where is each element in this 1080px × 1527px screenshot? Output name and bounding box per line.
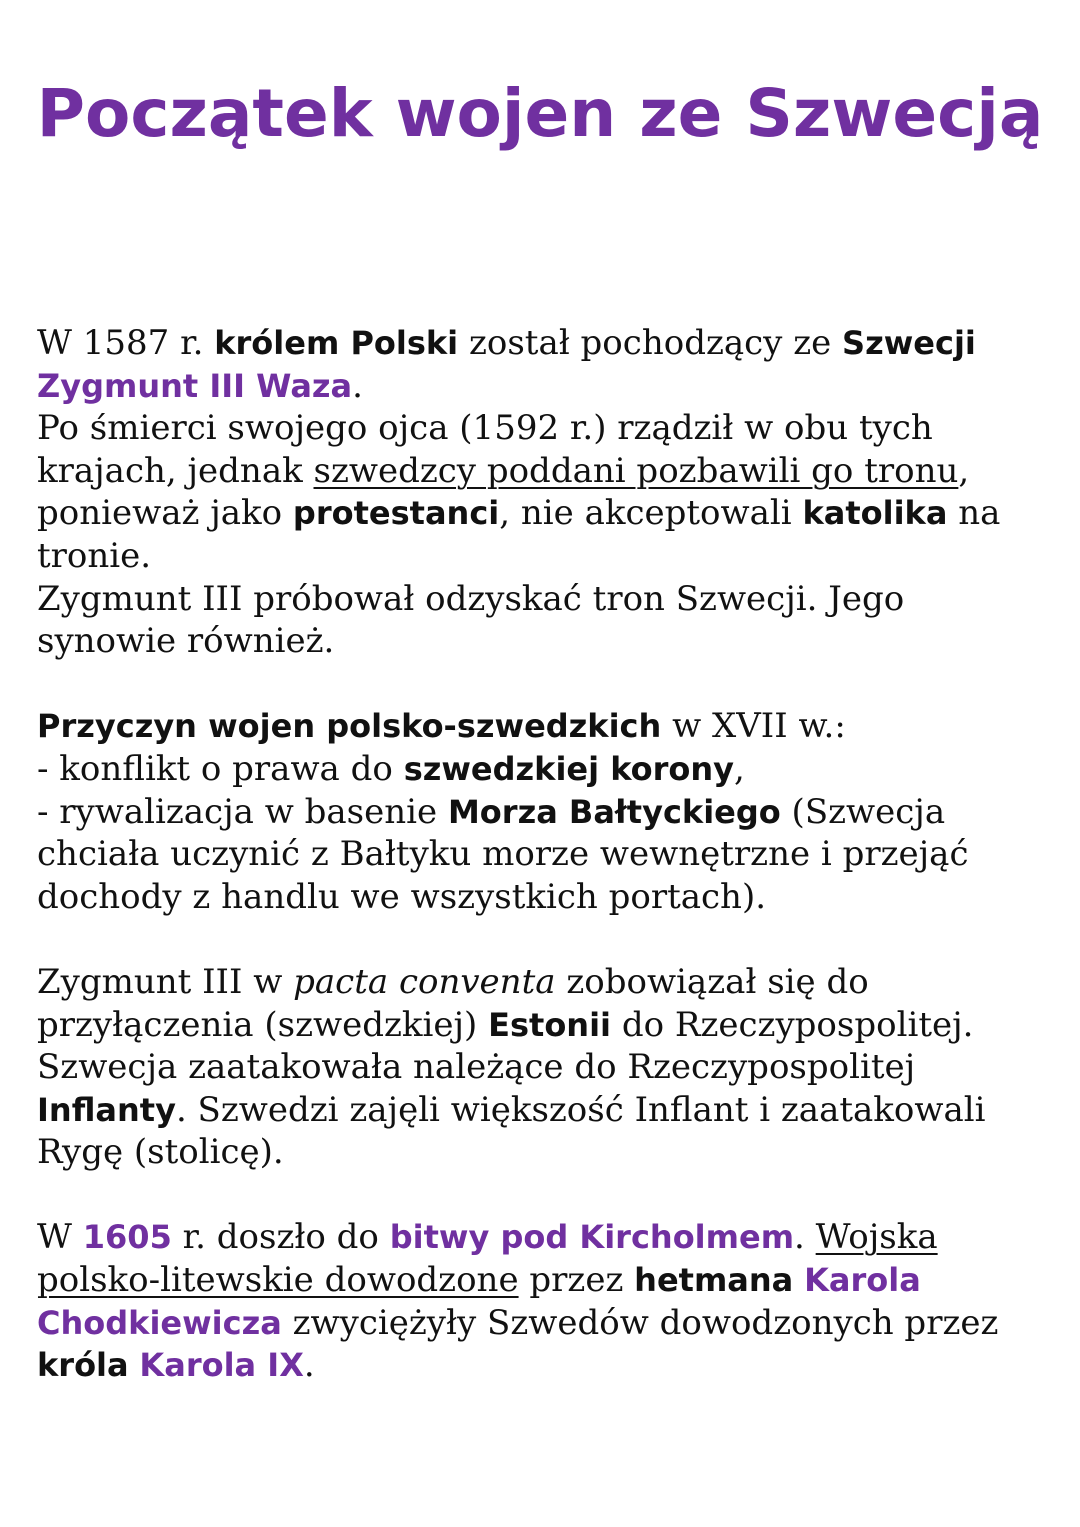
text-span: do Rzeczypospolitej.: [611, 1004, 974, 1045]
paragraph-causes: [37, 705, 1047, 918]
highlight-name: Karola Chodkiewicza: [37, 1261, 921, 1342]
paragraph-sigismund: [37, 322, 1047, 663]
text-span: na tronie.: [37, 493, 1001, 576]
text-span: W 1587 r.: [37, 323, 215, 363]
text-span: , ponieważ jako: [37, 450, 970, 534]
text-span: . Szwedzi zajęli większość Inflant i zaatakowali Rygę (stolicę).: [37, 1089, 986, 1173]
bold-term: protestanci: [292, 494, 500, 533]
bold-term: Szwecji: [842, 324, 976, 362]
underlined-phrase: szwedzcy poddani pozbawili go tronu: [313, 450, 959, 491]
bold-term: Przyczyn wojen polsko-szwedzkich: [37, 707, 662, 746]
list-item: - rywalizacja w basenie: [37, 791, 448, 832]
text-span: r. doszło do: [171, 1217, 390, 1258]
bold-term: Morza Bałtyckiego: [447, 792, 781, 831]
text-span: .: [794, 1217, 816, 1258]
text-span: .: [303, 1345, 315, 1386]
bold-term: katolika: [802, 494, 948, 533]
list-item: - konflikt o prawa do: [37, 748, 404, 789]
bold-term: Inflanty: [37, 1090, 176, 1129]
paragraph-gap: [37, 918, 1047, 961]
text-span: Po śmierci swojego ojca (1592 r.) rządził w obu tych krajach, jednak: [37, 408, 933, 491]
paragraph-pacta-conventa: [37, 961, 1047, 1174]
paragraph-gap: [37, 663, 1047, 706]
paragraph-gap: [37, 1174, 1047, 1217]
text-span: (Szwecja chciała uczynić z Bałtyku morze wewnętrzne i przejąć dochody z handlu we wszystkich portach).: [37, 791, 969, 917]
text-span: W: [37, 1217, 83, 1258]
highlight-year: 1605: [82, 1218, 172, 1257]
text-span: .: [352, 365, 363, 406]
text-span: przez: [518, 1260, 635, 1301]
text-span: [129, 1345, 140, 1385]
highlight-name: Karola IX: [139, 1346, 304, 1385]
underlined-phrase: Wojska polsko-litewskie dowodzone: [37, 1217, 938, 1301]
bold-term: szwedzkiej korony: [403, 749, 735, 788]
text-span: [793, 1260, 804, 1300]
text-span: ,: [734, 748, 745, 789]
page-title: Początek wojen ze Szwecją: [36, 75, 1044, 152]
text-span: Zygmunt III w: [37, 961, 294, 1002]
italic-term: pacta conventa: [293, 961, 556, 1002]
text-span: został pochodzący ze: [458, 323, 843, 363]
paragraph-kircholm: [37, 1216, 1047, 1386]
bold-term: Estonii: [488, 1005, 612, 1044]
text-span: zwyciężyły Szwedów dowodzonych przez: [281, 1302, 999, 1343]
text-span: w XVII w.:: [661, 706, 846, 747]
highlight-name: Zygmunt III Waza: [37, 366, 353, 405]
bold-term: króla: [37, 1346, 129, 1385]
bold-term: królem Polski: [214, 324, 459, 362]
document-body: [37, 322, 1047, 1387]
text-span: zobowiązał się do przyłączenia (szwedzkiej): [37, 961, 869, 1045]
text-span: Szwecja zaatakowała należące do Rzeczypospolitej: [37, 1047, 916, 1088]
highlight-battle: bitwy pod Kircholmem: [389, 1218, 795, 1257]
text-span: Zygmunt III próbował odzyskać tron Szwecji. Jego synowie również.: [37, 578, 905, 662]
text-span: , nie akceptowali: [499, 493, 803, 534]
bold-term: hetmana: [634, 1261, 794, 1300]
